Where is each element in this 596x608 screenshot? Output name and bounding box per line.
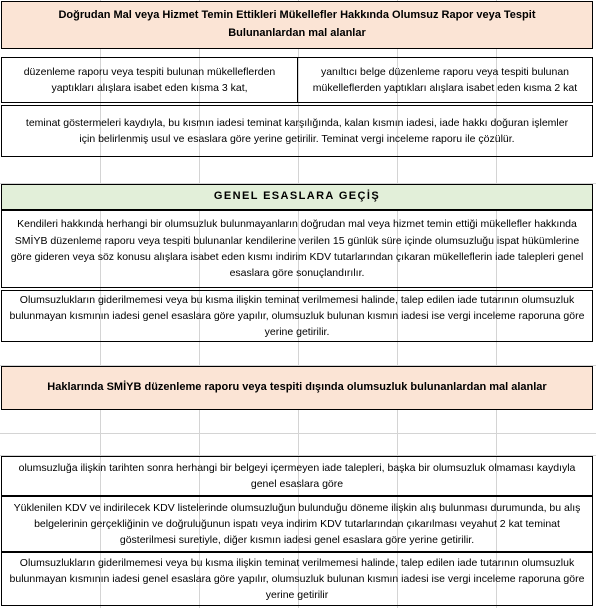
section2-para1: Kendileri hakkında herhangi bir olumsuzluk bulunmayanların doğrudan mal veya hizmet temin ettiği mükellefler hakkında SMİYB düzenleme raporu veya tespiti bulunanlar kendilerine verilen 15 günlük süre içinde olumsuzluğu ispat hükümlerine göre gideren veya söz konusu alışlara isabet eden kısmı indirim KDV tutarlarından çıkaran mükelleflerin iade talepleri genel esaslara göre sonuçlandırılır. — [1, 210, 593, 288]
section3-para3: Olumsuzlukların giderilmemesi veya bu kısma ilişkin teminat verilmemesi halinde, talep edilen iade tutarının olumsuzluk bulunmayan kısmının iadesi genel esaslara göre yapılır, olumsuzluk bulunan kısmın iadesi ise vergi inceleme raporuna göre yerine getirilir — [1, 552, 593, 606]
section1-right-cell: yanıltıcı belge düzenleme raporu veya tespiti bulunan mükelleflerden yaptıkları alışlara isabet eden kısma 2 kat — [297, 57, 593, 103]
section3-para2: Yüklenilen KDV ve indirilecek KDV listelerinde olumsuzluğun bulunduğu döneme ilişkin alış bulunması durumunda, bu alış belgelerinin gerçekliğinin ve doğruluğunun ispatı veya indirim KDV tutarlarından çıkarılması veyahut 2 kat teminat gösterilmesi suretiyle, diğer kısmın iadesi genel esaslara göre yerine getirilir. — [1, 496, 593, 552]
section2-para2: Olumsuzlukların giderilmemesi veya bu kısma ilişkin teminat verilmemesi halinde, talep edilen iade tutarının olumsuzluk bulunmayan kısmının iadesi genel esaslara göre yapılır, olumsuzluk bulunan kısmın iadesi ise vergi inceleme raporuna göre yerine getirilir. — [1, 290, 593, 342]
section3-title: Haklarında SMİYB düzenleme raporu veya tespiti dışında olumsuzluk bulunanlardan mal alanlar — [1, 366, 593, 410]
section1-guarantee-cell: teminat göstermeleri kaydıyla, bu kısmın iadesi teminat karşılığında, kalan kısmın iadesi, iade hakkı doğuran işlemler için belirlenmiş usul ve esaslara göre yerine getirilir. Teminat vergi inceleme raporu ile çözülür. — [1, 105, 593, 157]
section1-title: Doğrudan Mal veya Hizmet Temin Ettikleri Mükellefler Hakkında Olumsuz Rapor veya Tespit Bulunanlardan mal alanlar — [1, 1, 593, 49]
section3-para1: olumsuzluğa ilişkin tarihten sonra herhangi bir belgeyi içermeyen iade talepleri, başka bir olumsuzluk olmaması kaydıyla genel esaslara göre — [1, 456, 593, 496]
section2-title: GENEL ESASLARA GEÇİŞ — [1, 184, 593, 210]
section1-left-cell: düzenleme raporu veya tespiti bulunan mükelleflerden yaptıkları alışlara isabet eden kısma 3 kat, — [1, 57, 297, 103]
